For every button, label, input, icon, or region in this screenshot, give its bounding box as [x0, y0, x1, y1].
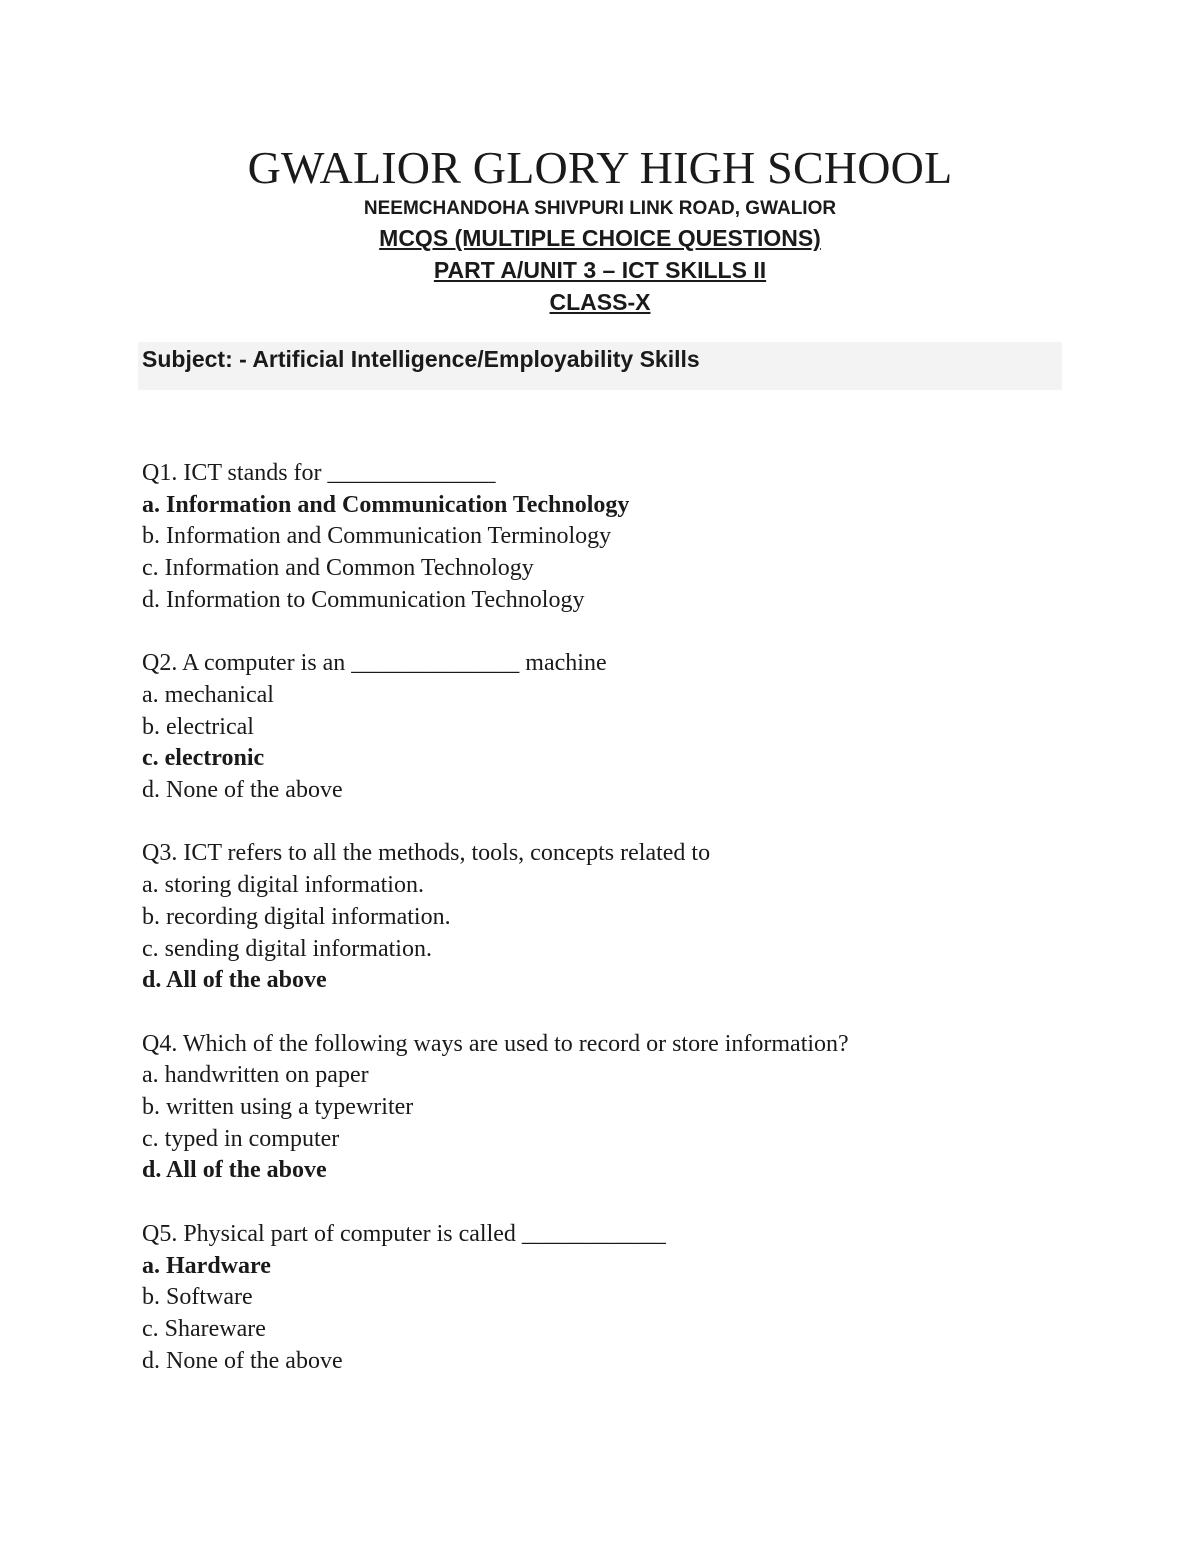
option-c: c. Shareware — [142, 1315, 266, 1342]
option-a: a. handwritten on paper — [142, 1062, 369, 1089]
document-header — [0, 140, 1200, 318]
option-a: a. Information and Communication Technology — [142, 491, 630, 518]
question-4 — [142, 1029, 1142, 1188]
question-text: Q1. ICT stands for ______________ — [142, 460, 496, 486]
option-c: c. typed in computer — [142, 1125, 340, 1152]
school-name: GWALIOR GLORY HIGH SCHOOL — [247, 142, 953, 193]
option-d: d. None of the above — [142, 1347, 343, 1374]
option-b: b. written using a typewriter — [142, 1094, 414, 1121]
document-title: MCQS (MULTIPLE CHOICE QUESTIONS) — [379, 225, 821, 251]
question-5 — [142, 1219, 1142, 1378]
subject-band — [138, 342, 1062, 390]
subject-line: Subject: - Artificial Intelligence/Employability Skills — [142, 346, 700, 372]
unit-title: PART A/UNIT 3 – ICT SKILLS II — [433, 257, 767, 283]
option-b: b. electrical — [142, 713, 254, 740]
option-d: d. Information to Communication Technology — [142, 586, 585, 613]
class-label: CLASS-X — [549, 289, 651, 315]
option-c: c. Information and Common Technology — [142, 555, 534, 582]
question-list — [142, 458, 1142, 1409]
option-d: d. None of the above — [142, 777, 343, 804]
option-b: b. recording digital information. — [142, 903, 451, 930]
option-c: c. sending digital information. — [142, 935, 432, 962]
school-address: NEEMCHANDOHA SHIVPURI LINK ROAD, GWALIOR — [363, 198, 837, 219]
option-d: d. All of the above — [142, 967, 327, 994]
question-1 — [142, 458, 1142, 617]
question-3 — [142, 838, 1142, 997]
question-text: Q5. Physical part of computer is called ____________ — [142, 1220, 666, 1247]
option-a: a. mechanical — [142, 681, 274, 708]
option-a: a. Hardware — [142, 1252, 271, 1279]
option-c: c. electronic — [142, 745, 265, 772]
question-text: Q4. Which of the following ways are used to record or store information? — [142, 1030, 849, 1057]
option-d: d. All of the above — [142, 1157, 327, 1184]
option-b: b. Software — [142, 1284, 253, 1311]
option-a: a. storing digital information. — [142, 872, 424, 899]
question-text: Q3. ICT refers to all the methods, tools, concepts related to — [142, 840, 711, 867]
question-text: Q2. A computer is an ______________ machine — [142, 650, 607, 677]
question-2 — [142, 648, 1142, 807]
option-b: b. Information and Communication Terminology — [142, 523, 612, 550]
